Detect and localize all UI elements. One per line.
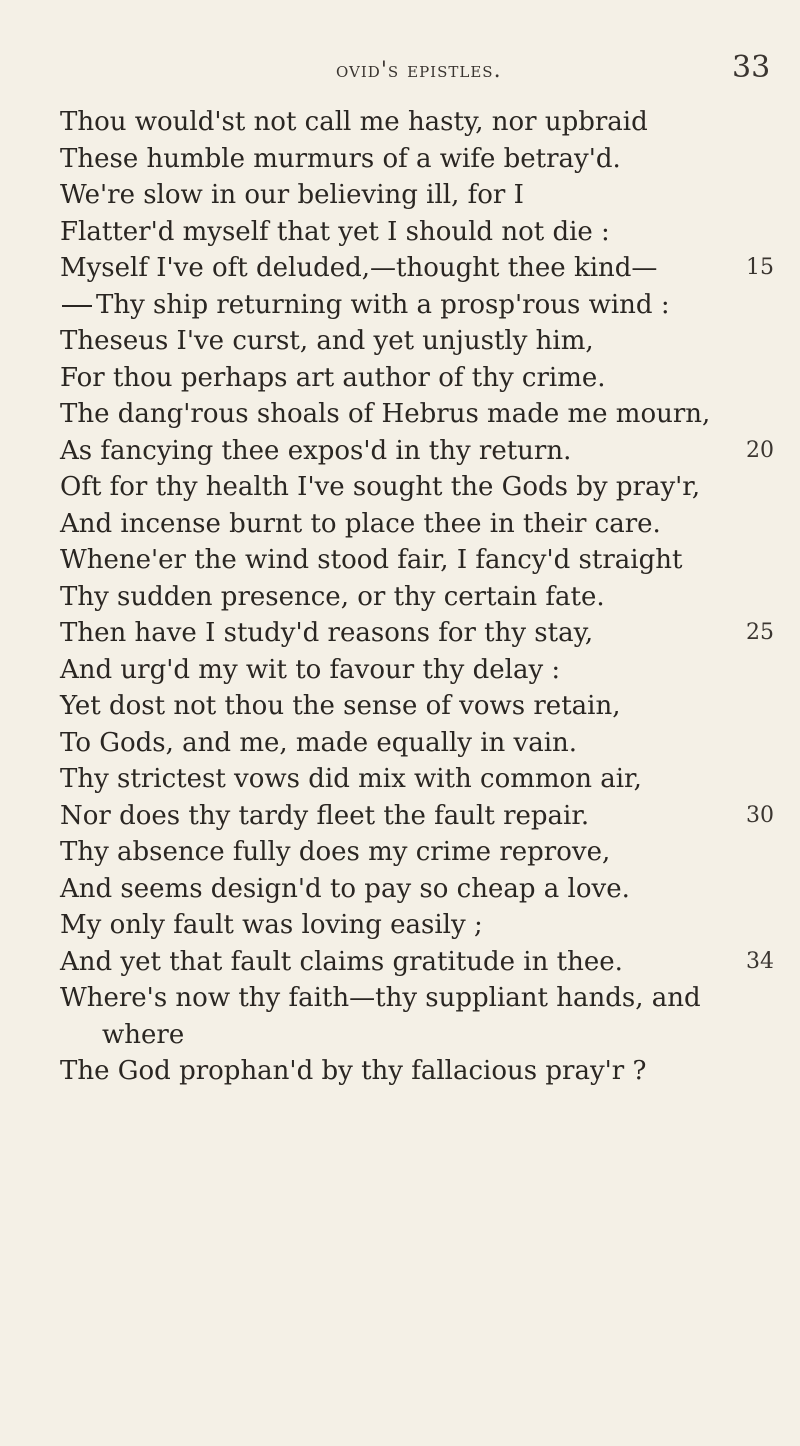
verse-line: As fancying thee expos'd in thy return. 20	[60, 433, 790, 470]
verse-line: And incense burnt to place thee in their care.	[60, 508, 661, 539]
verse-line: Thy strictest vows did mix with common air,	[60, 764, 642, 794]
verse-line: And seems design'd to pay so cheap a love.	[60, 873, 630, 904]
verse-line: Flatter'd myself that yet I should not die :	[60, 216, 610, 247]
verse-line: And yet that fault claims gratitude in thee. 34	[60, 944, 790, 981]
verse-line: We're slow in our believing ill, for I	[60, 180, 524, 210]
verse-line: For thou perhaps art author of thy crime.	[60, 362, 606, 393]
verse-line: Thou would'st not call me hasty, nor upbraid	[60, 107, 648, 137]
verse-line: These humble murmurs of a wife betray'd.	[60, 143, 621, 174]
verse-line: To Gods, and me, made equally in vain.	[60, 727, 578, 758]
verse-line: Thy absence fully does my crime reprove,	[60, 837, 611, 867]
page-header	[0, 50, 800, 98]
line-number: 25	[746, 620, 774, 645]
verse-line: Thy ship returning with a prosp'rous wind :	[60, 287, 790, 324]
page-number: 33	[732, 50, 771, 85]
verse-line: Yet dost not thou the sense of vows retain,	[60, 691, 621, 721]
verse-line: Myself I've oft deluded,—thought thee kind— 15	[60, 250, 790, 287]
verse-line-continuation: where	[102, 1019, 185, 1050]
verse-line: Oft for thy health I've sought the Gods by pray'r,	[60, 472, 701, 502]
verse-line: Thy sudden presence, or thy certain fate.	[60, 581, 605, 612]
poem-text	[60, 104, 790, 1090]
running-title: ovid's epistles.	[336, 58, 502, 83]
line-number: 20	[746, 437, 774, 463]
line-number: 34	[746, 948, 774, 974]
verse-line: The dang'rous shoals of Hebrus made me mourn,	[60, 399, 711, 429]
verse-line: Then have I study'd reasons for thy stay, 25	[60, 615, 790, 652]
verse-line: Theseus I've curst, and yet unjustly him,	[60, 326, 594, 356]
verse-line: The God prophan'd by thy fallacious pray'r ?	[60, 1056, 647, 1086]
verse-line: My only fault was loving easily ;	[60, 910, 483, 940]
verse-line: And urg'd my wit to favour thy delay :	[60, 654, 561, 685]
dash-rule	[62, 305, 92, 307]
line-number: 15	[746, 255, 774, 280]
line-number: 30	[746, 802, 774, 828]
verse-line: Whene'er the wind stood fair, I fancy'd straight	[60, 545, 683, 575]
verse-line: Nor does thy tardy fleet the fault repair. 30	[60, 798, 790, 835]
verse-line: Where's now thy faith—thy suppliant hands, and	[60, 983, 701, 1013]
